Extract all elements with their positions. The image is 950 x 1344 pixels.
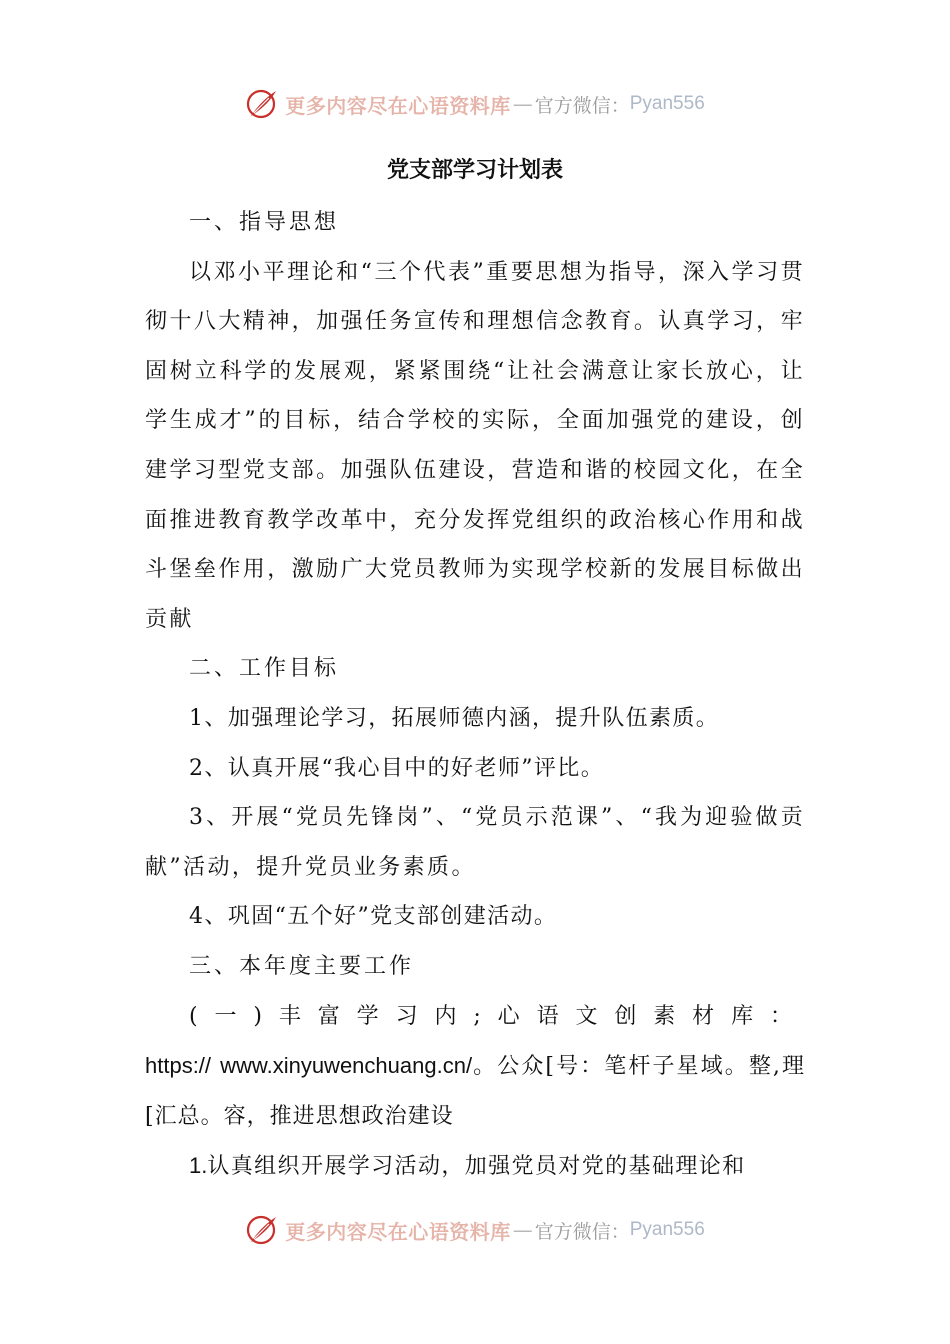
watermark-separator: — [512, 92, 533, 116]
section1-paragraph: 以邓小平理论和“三个代表”重要思想为指导，深入学习贯彻十八大精神，加强任务宣传和理想信念教育。认真学习，牢固树立科学的发展观，紧紧围绕“让社会满意让家长放心，让学生成才”的目标，结合学校的实际，全面加强党的建设，创建学习型党支部。加强队伍建设，营造和谐的校园文化，在全面推进教育教学改革中，充分发挥党组织的政治核心作用和战斗堡垒作用，激励广大党员教师为实现学校新的发展目标做出贡献 [145, 259, 805, 632]
subsection1-prefix: (一)丰富学习内;心语文创素材库： [189, 1003, 805, 1029]
section2-heading: 二、工作目标 [189, 656, 340, 682]
goal-item: 4、巩固“五个好”党支部创建活动。 [189, 904, 558, 930]
watermark-wechat-label: 官方微信： [534, 1220, 630, 1243]
watermark-wechat-label: 官方微信： [534, 94, 630, 117]
subsection1-rest: 。公众[号：笔杆子星域。整,理[汇总。容，推进思想政治建设 [145, 1054, 806, 1129]
site-url-part1: https:// [145, 1053, 212, 1079]
site-url-part2: www.xinyuwenchuang.cn/ [220, 1053, 473, 1079]
watermark-wechat-id: Pyan556 [629, 93, 705, 114]
quill-logo-icon [245, 87, 279, 121]
section3-heading: 三、本年度主要工作 [189, 953, 415, 979]
watermark-separator: — [512, 1218, 533, 1242]
watermark-text: 更多内容尽在心语资料库 [285, 1219, 511, 1244]
work-item-1 [145, 1141, 805, 1192]
document-title: 党支部学习计划表 [386, 157, 563, 183]
watermark-banner-bottom [0, 1210, 950, 1250]
watermark-text: 更多内容尽在心语资料库 [285, 93, 511, 118]
watermark-wechat-id: Pyan556 [629, 1219, 705, 1240]
watermark-banner-top [0, 84, 950, 124]
goal-item: 1、加强理论学习，拓展师德内涵，提升队伍素质。 [189, 705, 720, 731]
subsection1-paragraph [145, 992, 805, 1142]
document-body [145, 198, 805, 1192]
quill-logo-icon [245, 1213, 279, 1247]
goal-item: 2、认真开展“我心目中的好老师”评比。 [189, 755, 605, 781]
work-item-1-number: 1. [189, 1153, 208, 1179]
work-item-1-text: 认真组织开展学习活动，加强党员对党的基础理论和 [207, 1154, 746, 1180]
section1-heading: 一、指导思想 [189, 210, 340, 235]
goal-item: 3、开展“党员先锋岗”、“党员示范课”、“我为迎验做贡献”活动，提升党员业务素质。 [145, 805, 805, 880]
